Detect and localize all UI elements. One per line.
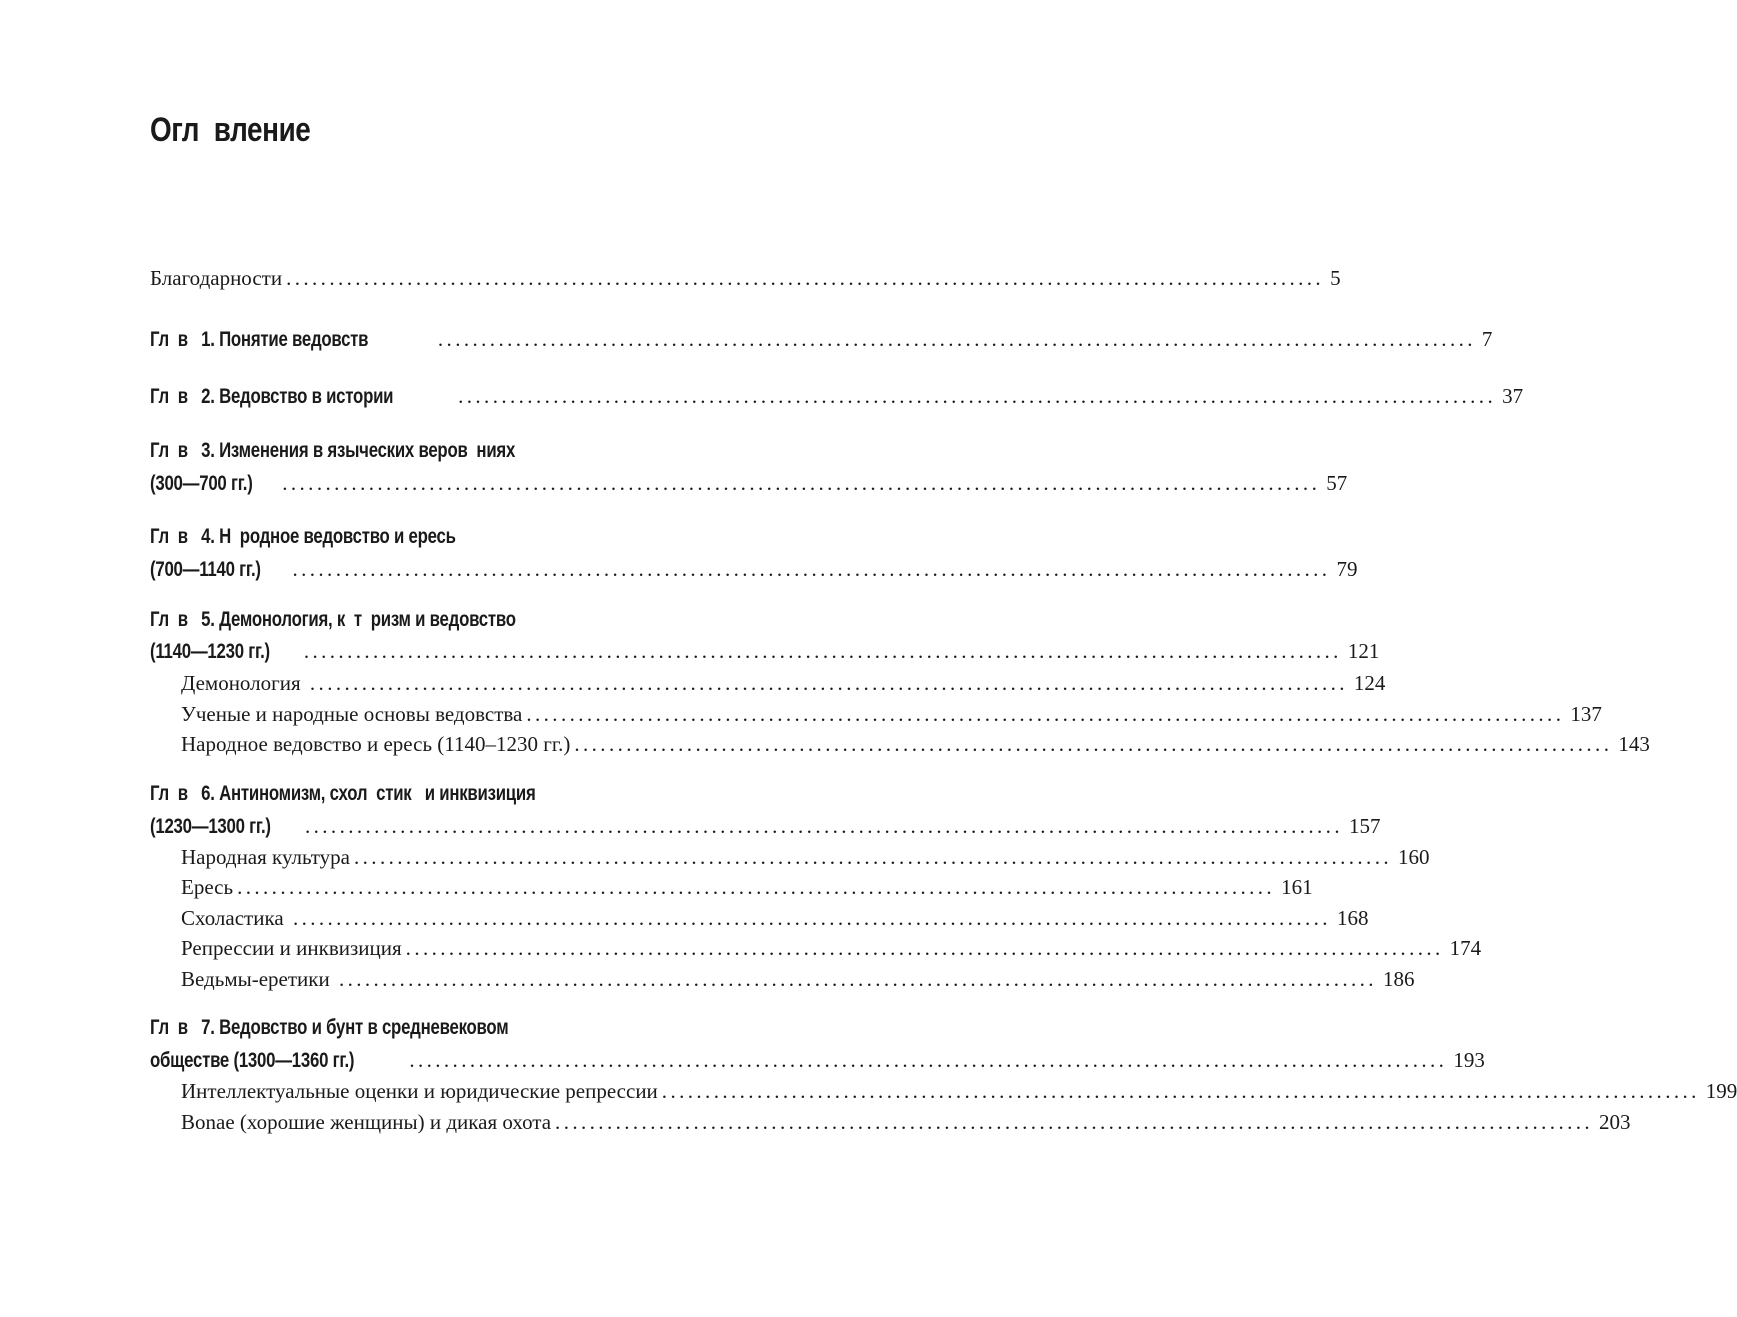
toc-page-number: 121 (1347, 639, 1380, 663)
toc-section[interactable] (181, 871, 1313, 903)
toc-section-label: Bonae (хорошие женщины) и дикая охота (181, 1110, 552, 1134)
dot-leader: ........................................................................................................................ (354, 845, 1392, 869)
toc-section[interactable] (181, 667, 1386, 699)
page-title: Огл вление (150, 111, 311, 149)
toc-entry-chapter-2[interactable] (150, 380, 1524, 412)
toc-chapter-7-title[interactable]: Гл в 7. Ведовство и бунт в средневековом (150, 1016, 509, 1039)
toc-section-label: Народная культура (181, 845, 350, 869)
toc-entry-chapter-4[interactable] (150, 553, 1358, 585)
toc-page-number: 137 (1570, 702, 1602, 726)
toc-section[interactable] (181, 698, 1602, 730)
dot-leader: ........................................................................................................................ (303, 639, 1342, 663)
toc-chapter-4-title[interactable]: Гл в 4. Н родное ведовство и ересь (150, 525, 456, 548)
toc-page-number: 5 (1330, 266, 1341, 290)
toc-chapter-title: Гл в 1. Понятие ведовств (150, 328, 378, 351)
dot-leader: ........................................................................................................................ (338, 967, 1377, 991)
dot-leader: ........................................................................................................................ (555, 1110, 1594, 1134)
toc-page-number: 7 (1481, 327, 1493, 351)
dot-leader: ........................................................................................................................ (304, 814, 1343, 838)
toc-section-label: Ведьмы-еретики (181, 967, 335, 991)
dot-leader: ........................................................................................................................ (292, 906, 1331, 930)
toc-section[interactable] (181, 1075, 1737, 1107)
toc-section-label: Интеллектуальные оценки и юридические репрессии (181, 1079, 658, 1103)
toc-page-number: 193 (1453, 1048, 1485, 1072)
toc-entry-chapter-7[interactable] (150, 1044, 1485, 1076)
toc-chapter-dates: (1230—1300 гг.) (150, 815, 271, 838)
toc-chapter-6-title[interactable]: Гл в 6. Антиномизм, схол стик и инквизиция (150, 782, 536, 805)
toc-page-number: 174 (1449, 936, 1482, 960)
toc-section[interactable] (181, 932, 1482, 964)
toc-chapter-title: Гл в 2. Ведовство в истории (150, 385, 394, 408)
toc-page-number: 37 (1502, 384, 1524, 408)
toc-entry-acknowledgements[interactable] (150, 262, 1341, 294)
toc-section-label: Схоластика (181, 906, 289, 930)
dot-leader: ........................................................................................................................ (437, 327, 1476, 351)
toc-page-number: 124 (1353, 671, 1386, 695)
toc-page-number: 160 (1398, 845, 1430, 869)
toc-section-label: Народное ведовство и ересь (1140–1230 гг.) (181, 732, 571, 756)
toc-section[interactable] (181, 1106, 1631, 1138)
toc-page-number: 168 (1336, 906, 1369, 930)
toc-entry-label: Благодарности (150, 266, 283, 290)
dot-leader: ........................................................................................................................ (237, 875, 1276, 899)
toc-entry-chapter-6[interactable] (150, 810, 1381, 842)
toc-section-label: Ученые и народные основы ведовства (181, 702, 523, 726)
toc-page-number: 143 (1618, 732, 1650, 756)
toc-section[interactable] (181, 728, 1650, 760)
toc-page-number: 161 (1281, 875, 1313, 899)
toc-chapter-dates: (700—1140 гг.) (150, 558, 261, 581)
toc-section[interactable] (181, 841, 1430, 873)
toc-page-number: 57 (1326, 471, 1348, 495)
toc-chapter-dates: (300—700 гг.) (150, 472, 253, 495)
toc-page-number: 157 (1348, 814, 1381, 838)
dot-leader: ........................................................................................................................ (405, 936, 1444, 960)
toc-section-label: Репрессии и инквизиция (181, 936, 402, 960)
toc-page-number: 186 (1382, 967, 1415, 991)
toc-chapter-dates: (1140—1230 гг.) (150, 640, 270, 663)
toc-chapter-3-title[interactable]: Гл в 3. Изменения в языческих веров ниях (150, 439, 516, 462)
toc-page-number: 199 (1705, 1079, 1737, 1103)
toc-entry-chapter-5[interactable] (150, 635, 1380, 667)
dot-leader: ........................................................................................................................ (309, 671, 1348, 695)
toc-section[interactable] (181, 902, 1369, 934)
toc-entry-chapter-1[interactable] (150, 323, 1493, 355)
toc-chapter-subtitle: обществе (1300—1360 гг.) (150, 1049, 355, 1072)
dot-leader: ........................................................................................................................ (661, 1079, 1700, 1103)
toc-chapter-5-title[interactable]: Гл в 5. Демонология, к т ризм и ведовство (150, 608, 516, 631)
dot-leader: ........................................................................................................................ (292, 557, 1331, 581)
toc-page-number: 79 (1336, 557, 1358, 581)
dot-leader: ........................................................................................................................ (282, 471, 1321, 495)
dot-leader: ........................................................................................................................ (409, 1048, 1448, 1072)
dot-leader: ........................................................................................................................ (574, 732, 1613, 756)
toc-section-label: Ересь (181, 875, 234, 899)
dot-leader: ........................................................................................................................ (286, 266, 1325, 290)
dot-leader: ........................................................................................................................ (526, 702, 1565, 726)
toc-section[interactable] (181, 963, 1415, 995)
toc-entry-chapter-3[interactable] (150, 467, 1348, 499)
toc-section-label: Демонология (181, 671, 306, 695)
dot-leader: ........................................................................................................................ (458, 384, 1497, 408)
toc-page-number: 203 (1599, 1110, 1631, 1134)
